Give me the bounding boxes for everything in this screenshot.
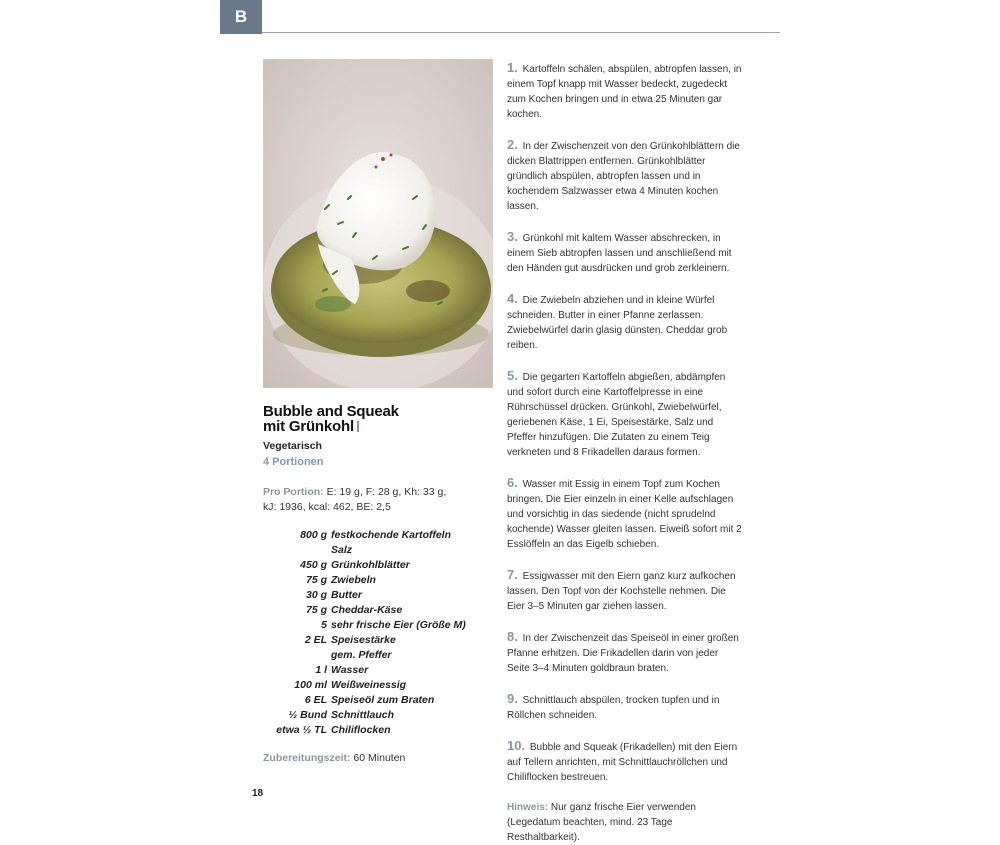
step-text: In der Zwischenzeit das Speiseöl in einer großen Pfanne erhitzen. Die Frikadellen darin von jeder Seite 3–4 Minuten goldbraun braten. [507,633,739,674]
step-text: Die Zwiebeln abziehen und in kleine Würfel schneiden. Butter in einer Pfanne zerlassen. Zwiebelwürfel darin glasig dünsten. Cheddar grob reiben. [507,295,728,351]
ingredient-quantity: ½ Bund [288,709,327,721]
step-text: Schnittlauch abspülen, trocken tupfen und in Röllchen schneiden. [507,695,720,721]
hint-label: Hinweis: [507,802,549,813]
step-text: Essigwasser mit den Eiern ganz kurz aufkochen lassen. Den Topf von der Kochstelle nehmen. Die Eier 3–5 Minuten gar ziehen lassen. [507,571,736,612]
instruction-step [507,738,743,785]
ingredient-quantity: 75 g [305,574,327,586]
ingredient-quantity: 800 g [300,529,327,541]
header-rule [262,32,780,33]
ingredient-name: Butter [331,589,362,601]
ingredient-row [263,678,493,693]
ingredient-row [263,723,493,738]
step-number: 4. [507,291,518,306]
recipe-category: Vegetarisch [263,440,322,452]
nutrition-line1: E: 19 g, F: 28 g, Kh: 33 g, [323,486,447,498]
step-text: Grünkohl mit kaltem Wasser abschrecken, in einem Sieb abtropfen lassen und anschließend mit den Händen gut ausdrücken und grob zerkleinern. [507,233,732,274]
ingredient-quantity: 100 ml [294,679,327,691]
recipe-header [263,404,493,515]
recipe-portions: 4 Portionen [263,456,324,468]
step-text: Kartoffeln schälen, abspülen, abtropfen lassen, in einem Topf knapp mit Wasser bedeckt, zugedeckt zum Kochen bringen und in etwa 25 Minuten gar kochen. [507,64,742,120]
ingredient-quantity: 450 g [300,559,327,571]
nutrition-line2: kJ: 1936, kcal: 462, BE: 2,5 [263,501,391,513]
instruction-step [507,691,743,723]
ingredient-quantity: 5 [321,619,327,631]
instruction-step [507,368,743,460]
section-tab [220,0,262,34]
hint-text: Nur ganz frische Eier verwenden (Legedatum beachten, mind. 23 Tage Resthaltbarkeit). [507,802,696,843]
step-number: 5. [507,368,518,383]
nutrition-info [263,485,493,515]
recipe-title-line2: mit Grünkohl [263,418,354,435]
ingredient-name: Speisestärke [331,634,396,646]
ingredient-quantity [263,648,331,663]
ingredient-name: Chiliflocken [331,724,391,736]
ingredient-name: Speiseöl zum Braten [331,694,435,706]
nutrition-label: Pro Portion: [263,486,324,498]
ingredient-name: sehr frische Eier (Größe M) [331,619,466,631]
step-number: 6. [507,475,518,490]
ingredient-row [263,708,493,723]
step-text: Wasser mit Essig in einem Topf zum Kochen bringen. Die Eier einzeln in einer Kelle aufschlagen und vorsichtig in das siedende (nicht sprudelnd kochende) Wasser gleiten lassen. Eiweiß sofort mit 2 Esslöffeln an das Eigelb schieben. [507,479,742,550]
ingredient-quantity: 1 l [315,664,327,676]
ingredient-name: Zwiebeln [331,574,376,586]
ingredient-row [263,663,493,678]
ingredient-name: Schnittlauch [331,709,395,721]
ingredient-name: Wasser [331,664,369,676]
prep-time [263,752,405,764]
instruction-step [507,475,743,552]
ingredient-quantity: 2 EL [304,634,327,646]
ingredient-quantity: 30 g [305,589,327,601]
prep-time-label: Zubereitungszeit: [263,752,351,764]
step-number: 1. [507,60,518,75]
page-number: 18 [252,788,264,799]
recipe-title [263,404,493,434]
recipe-photo [263,59,493,388]
ingredient-row [263,603,493,618]
instruction-step [507,567,743,614]
step-number: 7. [507,567,518,582]
instruction-step [507,137,743,214]
instruction-steps [507,60,743,845]
step-number: 9. [507,691,518,706]
ingredient-row [263,693,493,708]
ingredient-name: festkochende Kartoffeln [331,529,451,541]
step-number: 3. [507,229,518,244]
ingredient-quantity: 6 EL [304,694,327,706]
prep-time-value: 60 Minuten [350,752,406,764]
ingredient-quantity: 75 g [305,604,327,616]
step-number: 8. [507,629,518,644]
food-illustration [263,59,493,388]
ingredient-row [263,573,493,588]
ingredient-row [263,528,493,543]
recipe-title-line2-row [263,419,493,434]
ingredient-list [263,528,493,738]
ingredient-row [263,558,493,573]
recipe-title-line1: Bubble and Squeak [263,403,399,420]
step-text: In der Zwischenzeit von den Grünkohlblättern die dicken Blattrippen entfernen. Grünkohlblätter gründlich abspülen, abtropfen lassen und in kochendem Salzwasser etwa 4 Minuten kochen lassen. [507,141,740,212]
ingredient-name: Weißweinessig [331,679,407,691]
ingredient-quantity [263,543,331,558]
instruction-step [507,629,743,676]
step-text: Die gegarten Kartoffeln abgießen, abdämpfen und sofort durch eine Kartoffelpresse in eine Rührschüssel drücken. Grünkohl, Zwiebelwürfel, geriebenen Käse, 1 Ei, Speisestärke, Salz und Pfeffer hinzufügen. Die Zutaten zu einem Teig verkneten und 8 Frikadellen daraus formen. [507,372,726,458]
ingredient-name: gem. Pfeffer [331,649,392,661]
step-number: 10. [507,738,526,753]
title-accent-bar [357,421,359,432]
ingredient-name: Salz [331,544,353,556]
section-letter: B [234,7,248,26]
step-text: Bubble and Squeak (Frikadellen) mit den Eiern auf Tellern anrichten, mit Schnittlauchröllchen und Chiliflocken bestreuen. [507,742,738,783]
ingredient-name: Cheddar-Käse [331,604,403,616]
ingredient-row [263,633,493,648]
instruction-step [507,229,743,276]
step-number: 2. [507,137,518,152]
ingredient-row [263,588,493,603]
ingredient-row [263,543,493,558]
instruction-step [507,60,743,122]
ingredient-row [263,618,493,633]
ingredient-row [263,648,493,663]
ingredient-name: Grünkohlblätter [331,559,410,571]
hint-note [507,800,743,845]
instruction-step [507,291,743,353]
ingredient-quantity: etwa ½ TL [276,724,327,736]
